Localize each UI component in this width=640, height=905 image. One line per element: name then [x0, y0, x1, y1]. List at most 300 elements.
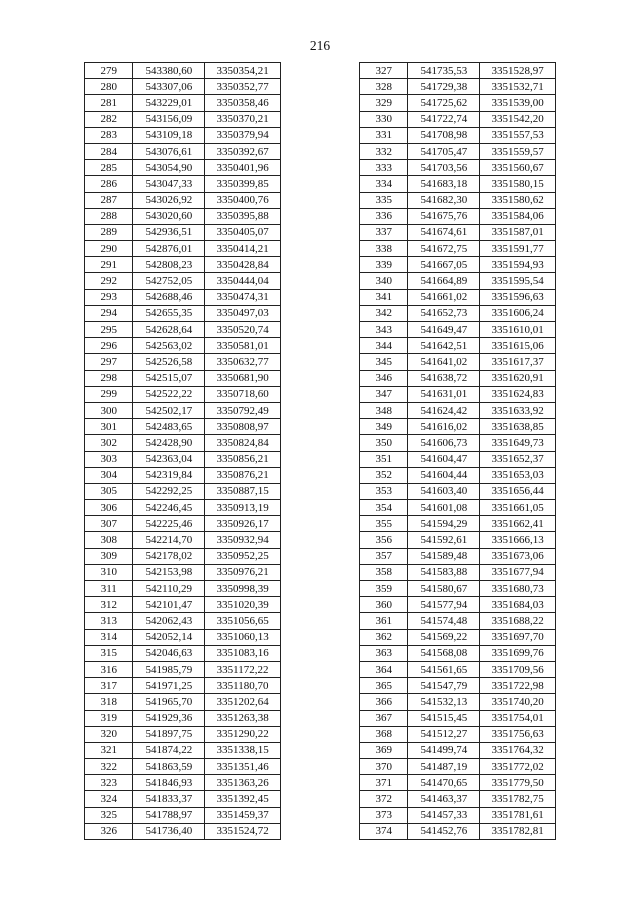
table-row [360, 597, 556, 613]
y-coordinate-cell: 3351290,22 [205, 726, 281, 742]
table-row [360, 127, 556, 143]
table-row [360, 483, 556, 499]
table-row [85, 419, 281, 435]
y-coordinate-cell: 3350876,21 [205, 467, 281, 483]
point-number-cell: 325 [85, 807, 133, 823]
x-coordinate-cell: 542046,63 [133, 645, 205, 661]
point-number-cell: 355 [360, 516, 408, 532]
y-coordinate-cell: 3351754,01 [480, 710, 556, 726]
point-number-cell: 308 [85, 532, 133, 548]
x-coordinate-cell: 542110,29 [133, 581, 205, 597]
point-number-cell: 289 [85, 224, 133, 240]
y-coordinate-cell: 3350913,19 [205, 500, 281, 516]
y-coordinate-cell: 3350824,84 [205, 435, 281, 451]
table-row [360, 742, 556, 758]
x-coordinate-cell: 541725,62 [408, 95, 480, 111]
x-coordinate-cell: 541616,02 [408, 419, 480, 435]
x-coordinate-cell: 541457,33 [408, 807, 480, 823]
y-coordinate-cell: 3351595,54 [480, 273, 556, 289]
y-coordinate-cell: 3351782,75 [480, 791, 556, 807]
point-number-cell: 361 [360, 613, 408, 629]
table-row [360, 564, 556, 580]
x-coordinate-cell: 541603,40 [408, 483, 480, 499]
y-coordinate-cell: 3351587,01 [480, 224, 556, 240]
table-row [360, 467, 556, 483]
point-number-cell: 372 [360, 791, 408, 807]
point-number-cell: 291 [85, 257, 133, 273]
table-row [85, 370, 281, 386]
x-coordinate-cell: 542688,46 [133, 289, 205, 305]
x-coordinate-cell: 542363,04 [133, 451, 205, 467]
y-coordinate-cell: 3351756,63 [480, 726, 556, 742]
x-coordinate-cell: 541664,89 [408, 273, 480, 289]
x-coordinate-cell: 542225,46 [133, 516, 205, 532]
y-coordinate-cell: 3351459,37 [205, 807, 281, 823]
point-number-cell: 368 [360, 726, 408, 742]
table-row [85, 775, 281, 791]
x-coordinate-cell: 542101,47 [133, 597, 205, 613]
y-coordinate-cell: 3350632,77 [205, 354, 281, 370]
y-coordinate-cell: 3350808,97 [205, 419, 281, 435]
point-number-cell: 367 [360, 710, 408, 726]
table-row [85, 581, 281, 597]
table-row [360, 63, 556, 79]
y-coordinate-cell: 3351653,03 [480, 467, 556, 483]
point-number-cell: 309 [85, 548, 133, 564]
x-coordinate-cell: 542876,01 [133, 241, 205, 257]
table-row [360, 759, 556, 775]
x-coordinate-cell: 541561,65 [408, 661, 480, 677]
x-coordinate-cell: 542936,51 [133, 224, 205, 240]
table-row [360, 678, 556, 694]
y-coordinate-cell: 3351699,76 [480, 645, 556, 661]
point-number-cell: 300 [85, 402, 133, 418]
y-coordinate-cell: 3351584,06 [480, 208, 556, 224]
point-number-cell: 310 [85, 564, 133, 580]
x-coordinate-cell: 541532,13 [408, 694, 480, 710]
point-number-cell: 338 [360, 241, 408, 257]
x-coordinate-cell: 541722,74 [408, 111, 480, 127]
point-number-cell: 287 [85, 192, 133, 208]
point-number-cell: 346 [360, 370, 408, 386]
table-row [360, 79, 556, 95]
x-coordinate-cell: 541515,45 [408, 710, 480, 726]
y-coordinate-cell: 3351532,71 [480, 79, 556, 95]
point-number-cell: 298 [85, 370, 133, 386]
x-coordinate-cell: 541985,79 [133, 661, 205, 677]
y-coordinate-cell: 3351680,73 [480, 581, 556, 597]
y-coordinate-cell: 3350718,60 [205, 386, 281, 402]
y-coordinate-cell: 3351688,22 [480, 613, 556, 629]
point-number-cell: 353 [360, 483, 408, 499]
coordinates-table-right [359, 62, 556, 840]
y-coordinate-cell: 3351524,72 [205, 823, 281, 839]
x-coordinate-cell: 542062,43 [133, 613, 205, 629]
x-coordinate-cell: 541735,53 [408, 63, 480, 79]
y-coordinate-cell: 3351557,53 [480, 127, 556, 143]
x-coordinate-cell: 541568,08 [408, 645, 480, 661]
point-number-cell: 314 [85, 629, 133, 645]
y-coordinate-cell: 3351615,06 [480, 338, 556, 354]
y-coordinate-cell: 3350444,04 [205, 273, 281, 289]
table-row [85, 548, 281, 564]
x-coordinate-cell: 542178,02 [133, 548, 205, 564]
y-coordinate-cell: 3350392,67 [205, 143, 281, 159]
x-coordinate-cell: 542319,84 [133, 467, 205, 483]
table-row [360, 257, 556, 273]
table-row [85, 516, 281, 532]
x-coordinate-cell: 543229,01 [133, 95, 205, 111]
y-coordinate-cell: 3351649,73 [480, 435, 556, 451]
x-coordinate-cell: 542246,45 [133, 500, 205, 516]
y-coordinate-cell: 3351180,70 [205, 678, 281, 694]
point-number-cell: 306 [85, 500, 133, 516]
table-row [360, 532, 556, 548]
point-number-cell: 344 [360, 338, 408, 354]
y-coordinate-cell: 3351620,91 [480, 370, 556, 386]
point-number-cell: 281 [85, 95, 133, 111]
point-number-cell: 369 [360, 742, 408, 758]
y-coordinate-cell: 3350401,96 [205, 160, 281, 176]
y-coordinate-cell: 3351172,22 [205, 661, 281, 677]
table-row [360, 791, 556, 807]
point-number-cell: 364 [360, 661, 408, 677]
y-coordinate-cell: 3351782,81 [480, 823, 556, 839]
table-row [85, 95, 281, 111]
table-row [85, 791, 281, 807]
y-coordinate-cell: 3351624,83 [480, 386, 556, 402]
point-number-cell: 370 [360, 759, 408, 775]
table-row [85, 483, 281, 499]
table-row [360, 807, 556, 823]
table-row [360, 548, 556, 564]
point-number-cell: 340 [360, 273, 408, 289]
table-row [360, 710, 556, 726]
table-row [360, 386, 556, 402]
x-coordinate-cell: 542752,05 [133, 273, 205, 289]
y-coordinate-cell: 3350952,25 [205, 548, 281, 564]
x-coordinate-cell: 541463,37 [408, 791, 480, 807]
table-row [85, 354, 281, 370]
point-number-cell: 345 [360, 354, 408, 370]
point-number-cell: 304 [85, 467, 133, 483]
x-coordinate-cell: 542655,35 [133, 305, 205, 321]
point-number-cell: 329 [360, 95, 408, 111]
point-number-cell: 327 [360, 63, 408, 79]
x-coordinate-cell: 541874,22 [133, 742, 205, 758]
table-row [85, 208, 281, 224]
point-number-cell: 288 [85, 208, 133, 224]
table-row [85, 79, 281, 95]
point-number-cell: 335 [360, 192, 408, 208]
x-coordinate-cell: 541971,25 [133, 678, 205, 694]
point-number-cell: 363 [360, 645, 408, 661]
table-row [85, 710, 281, 726]
table-row [85, 305, 281, 321]
point-number-cell: 280 [85, 79, 133, 95]
point-number-cell: 283 [85, 127, 133, 143]
point-number-cell: 366 [360, 694, 408, 710]
table-row [360, 241, 556, 257]
table-row [360, 192, 556, 208]
point-number-cell: 324 [85, 791, 133, 807]
y-coordinate-cell: 3351202,64 [205, 694, 281, 710]
y-coordinate-cell: 3350887,15 [205, 483, 281, 499]
point-number-cell: 360 [360, 597, 408, 613]
point-number-cell: 362 [360, 629, 408, 645]
point-number-cell: 326 [85, 823, 133, 839]
table-row [85, 823, 281, 839]
x-coordinate-cell: 542808,23 [133, 257, 205, 273]
y-coordinate-cell: 3351638,85 [480, 419, 556, 435]
x-coordinate-cell: 542214,70 [133, 532, 205, 548]
point-number-cell: 332 [360, 143, 408, 159]
x-coordinate-cell: 542526,58 [133, 354, 205, 370]
point-number-cell: 282 [85, 111, 133, 127]
x-coordinate-cell: 541547,79 [408, 678, 480, 694]
table-row [360, 160, 556, 176]
table-row [360, 338, 556, 354]
x-coordinate-cell: 541569,22 [408, 629, 480, 645]
table-row [85, 127, 281, 143]
table-row [85, 241, 281, 257]
y-coordinate-cell: 3351633,92 [480, 402, 556, 418]
y-coordinate-cell: 3351392,45 [205, 791, 281, 807]
y-coordinate-cell: 3351722,98 [480, 678, 556, 694]
table-row [85, 192, 281, 208]
x-coordinate-cell: 541649,47 [408, 322, 480, 338]
x-coordinate-cell: 543307,06 [133, 79, 205, 95]
x-coordinate-cell: 542628,64 [133, 322, 205, 338]
x-coordinate-cell: 543020,60 [133, 208, 205, 224]
point-number-cell: 374 [360, 823, 408, 839]
point-number-cell: 343 [360, 322, 408, 338]
y-coordinate-cell: 3350856,21 [205, 451, 281, 467]
table-row [360, 775, 556, 791]
y-coordinate-cell: 3351779,50 [480, 775, 556, 791]
x-coordinate-cell: 541897,75 [133, 726, 205, 742]
table-row [85, 451, 281, 467]
point-number-cell: 296 [85, 338, 133, 354]
x-coordinate-cell: 541929,36 [133, 710, 205, 726]
point-number-cell: 334 [360, 176, 408, 192]
table-row [85, 111, 281, 127]
point-number-cell: 358 [360, 564, 408, 580]
y-coordinate-cell: 3350474,31 [205, 289, 281, 305]
point-number-cell: 352 [360, 467, 408, 483]
table-row [85, 289, 281, 305]
point-number-cell: 359 [360, 581, 408, 597]
x-coordinate-cell: 541736,40 [133, 823, 205, 839]
point-number-cell: 317 [85, 678, 133, 694]
x-coordinate-cell: 541452,76 [408, 823, 480, 839]
table-row [85, 224, 281, 240]
y-coordinate-cell: 3350354,21 [205, 63, 281, 79]
table-row [85, 322, 281, 338]
y-coordinate-cell: 3350428,84 [205, 257, 281, 273]
table-row [360, 645, 556, 661]
table-row [85, 678, 281, 694]
table-row [360, 613, 556, 629]
y-coordinate-cell: 3351338,15 [205, 742, 281, 758]
table-row [360, 289, 556, 305]
x-coordinate-cell: 541487,19 [408, 759, 480, 775]
point-number-cell: 316 [85, 661, 133, 677]
x-coordinate-cell: 541638,72 [408, 370, 480, 386]
y-coordinate-cell: 3351580,15 [480, 176, 556, 192]
y-coordinate-cell: 3350497,03 [205, 305, 281, 321]
point-number-cell: 349 [360, 419, 408, 435]
coordinates-table-left [84, 62, 281, 840]
x-coordinate-cell: 542483,65 [133, 419, 205, 435]
y-coordinate-cell: 3351673,06 [480, 548, 556, 564]
x-coordinate-cell: 541641,02 [408, 354, 480, 370]
point-number-cell: 323 [85, 775, 133, 791]
y-coordinate-cell: 3351528,97 [480, 63, 556, 79]
table-row [360, 726, 556, 742]
y-coordinate-cell: 3351596,63 [480, 289, 556, 305]
y-coordinate-cell: 3351709,56 [480, 661, 556, 677]
y-coordinate-cell: 3351056,65 [205, 613, 281, 629]
y-coordinate-cell: 3350358,46 [205, 95, 281, 111]
table-row [360, 111, 556, 127]
x-coordinate-cell: 542428,90 [133, 435, 205, 451]
table-row [85, 597, 281, 613]
x-coordinate-cell: 541674,61 [408, 224, 480, 240]
point-number-cell: 313 [85, 613, 133, 629]
y-coordinate-cell: 3351740,20 [480, 694, 556, 710]
point-number-cell: 297 [85, 354, 133, 370]
table-row [360, 581, 556, 597]
point-number-cell: 336 [360, 208, 408, 224]
point-number-cell: 328 [360, 79, 408, 95]
x-coordinate-cell: 543380,60 [133, 63, 205, 79]
y-coordinate-cell: 3351666,13 [480, 532, 556, 548]
table-row [85, 402, 281, 418]
point-number-cell: 305 [85, 483, 133, 499]
x-coordinate-cell: 541708,98 [408, 127, 480, 143]
x-coordinate-cell: 541592,61 [408, 532, 480, 548]
table-row [85, 613, 281, 629]
coordinates-table-right-body [360, 63, 556, 840]
x-coordinate-cell: 541652,73 [408, 305, 480, 321]
table-row [85, 143, 281, 159]
x-coordinate-cell: 543026,92 [133, 192, 205, 208]
point-number-cell: 307 [85, 516, 133, 532]
x-coordinate-cell: 541604,44 [408, 467, 480, 483]
y-coordinate-cell: 3351591,77 [480, 241, 556, 257]
table-row [360, 143, 556, 159]
table-row [360, 500, 556, 516]
x-coordinate-cell: 541624,42 [408, 402, 480, 418]
y-coordinate-cell: 3351580,62 [480, 192, 556, 208]
table-row [360, 694, 556, 710]
table-row [85, 63, 281, 79]
y-coordinate-cell: 3350400,76 [205, 192, 281, 208]
table-row [85, 273, 281, 289]
table-row [85, 726, 281, 742]
y-coordinate-cell: 3351610,01 [480, 322, 556, 338]
x-coordinate-cell: 541604,47 [408, 451, 480, 467]
point-number-cell: 293 [85, 289, 133, 305]
table-row [85, 257, 281, 273]
x-coordinate-cell: 541846,93 [133, 775, 205, 791]
table-row [360, 419, 556, 435]
x-coordinate-cell: 541661,02 [408, 289, 480, 305]
table-row [360, 661, 556, 677]
x-coordinate-cell: 541589,48 [408, 548, 480, 564]
y-coordinate-cell: 3351764,32 [480, 742, 556, 758]
point-number-cell: 321 [85, 742, 133, 758]
point-number-cell: 322 [85, 759, 133, 775]
coordinates-table-left-body [85, 63, 281, 840]
y-coordinate-cell: 3350520,74 [205, 322, 281, 338]
x-coordinate-cell: 541667,05 [408, 257, 480, 273]
y-coordinate-cell: 3351677,94 [480, 564, 556, 580]
table-row [360, 176, 556, 192]
x-coordinate-cell: 542563,02 [133, 338, 205, 354]
table-row [85, 694, 281, 710]
point-number-cell: 330 [360, 111, 408, 127]
x-coordinate-cell: 542052,14 [133, 629, 205, 645]
y-coordinate-cell: 3350681,90 [205, 370, 281, 386]
table-row [360, 354, 556, 370]
x-coordinate-cell: 543109,18 [133, 127, 205, 143]
point-number-cell: 350 [360, 435, 408, 451]
point-number-cell: 279 [85, 63, 133, 79]
point-number-cell: 354 [360, 500, 408, 516]
y-coordinate-cell: 3350926,17 [205, 516, 281, 532]
point-number-cell: 294 [85, 305, 133, 321]
y-coordinate-cell: 3351060,13 [205, 629, 281, 645]
y-coordinate-cell: 3350370,21 [205, 111, 281, 127]
x-coordinate-cell: 541833,37 [133, 791, 205, 807]
y-coordinate-cell: 3350352,77 [205, 79, 281, 95]
point-number-cell: 373 [360, 807, 408, 823]
y-coordinate-cell: 3350581,01 [205, 338, 281, 354]
y-coordinate-cell: 3351684,03 [480, 597, 556, 613]
point-number-cell: 284 [85, 143, 133, 159]
y-coordinate-cell: 3351083,16 [205, 645, 281, 661]
x-coordinate-cell: 541703,56 [408, 160, 480, 176]
table-row [360, 451, 556, 467]
table-row [85, 759, 281, 775]
y-coordinate-cell: 3351263,38 [205, 710, 281, 726]
table-row [85, 564, 281, 580]
table-row [360, 516, 556, 532]
table-row [85, 435, 281, 451]
x-coordinate-cell: 541965,70 [133, 694, 205, 710]
y-coordinate-cell: 3350379,94 [205, 127, 281, 143]
x-coordinate-cell: 542292,25 [133, 483, 205, 499]
table-row [85, 645, 281, 661]
table-row [85, 386, 281, 402]
point-number-cell: 365 [360, 678, 408, 694]
y-coordinate-cell: 3351652,37 [480, 451, 556, 467]
point-number-cell: 299 [85, 386, 133, 402]
y-coordinate-cell: 3350792,49 [205, 402, 281, 418]
y-coordinate-cell: 3350405,07 [205, 224, 281, 240]
point-number-cell: 342 [360, 305, 408, 321]
y-coordinate-cell: 3351697,70 [480, 629, 556, 645]
y-coordinate-cell: 3351656,44 [480, 483, 556, 499]
table-row [85, 160, 281, 176]
table-row [85, 629, 281, 645]
table-row [360, 629, 556, 645]
point-number-cell: 333 [360, 160, 408, 176]
x-coordinate-cell: 542515,07 [133, 370, 205, 386]
point-number-cell: 341 [360, 289, 408, 305]
